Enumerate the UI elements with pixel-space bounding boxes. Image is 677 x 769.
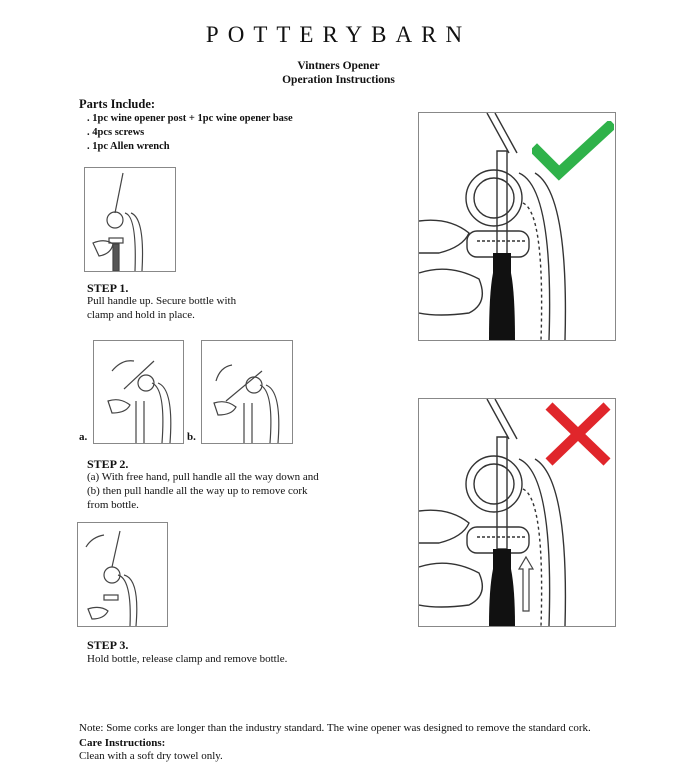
care-text: Clean with a soft dry towel only. bbox=[79, 750, 223, 762]
care-heading: Care Instructions: bbox=[79, 737, 166, 749]
step2-label-b: b. bbox=[187, 431, 196, 443]
cross-icon bbox=[543, 400, 613, 473]
up-arrow-icon bbox=[517, 555, 535, 618]
parts-item: . 1pc wine opener post + 1pc wine opener base bbox=[87, 112, 293, 126]
document-title: Operation Instructions bbox=[282, 74, 395, 86]
step3-illustration bbox=[77, 522, 168, 627]
step3-text-line1: Hold bottle, release clamp and remove bottle. bbox=[87, 653, 288, 665]
note-text: Note: Some corks are longer than the industry standard. The wine opener was designed to remove the standard cork. bbox=[79, 722, 591, 734]
step2-text-line2: (b) then pull handle all the way up to remove cork bbox=[87, 485, 308, 497]
step2-text-line3: from bottle. bbox=[87, 499, 139, 511]
parts-list bbox=[87, 112, 293, 154]
step1-illustration bbox=[84, 167, 176, 272]
step2-text-line1: (a) With free hand, pull handle all the way down and bbox=[87, 471, 319, 483]
checkmark-icon bbox=[532, 121, 614, 186]
parts-item: . 4pcs screws bbox=[87, 126, 293, 140]
step3-heading: STEP 3. bbox=[87, 638, 129, 652]
parts-heading: Parts Include: bbox=[79, 97, 156, 111]
step1-text-line1: Pull handle up. Secure bottle with bbox=[87, 295, 237, 307]
step1-heading: STEP 1. bbox=[87, 281, 129, 295]
step2b-illustration bbox=[201, 340, 293, 444]
step2a-illustration bbox=[93, 340, 184, 444]
step1-text-line2: clamp and hold in place. bbox=[87, 309, 195, 321]
step2-label-a: a. bbox=[79, 431, 88, 443]
product-title: Vintners Opener bbox=[297, 60, 380, 72]
step2-heading: STEP 2. bbox=[87, 457, 129, 471]
brand-logo: POTTERYBARN bbox=[205, 22, 472, 47]
parts-item: . 1pc Allen wrench bbox=[87, 140, 293, 154]
